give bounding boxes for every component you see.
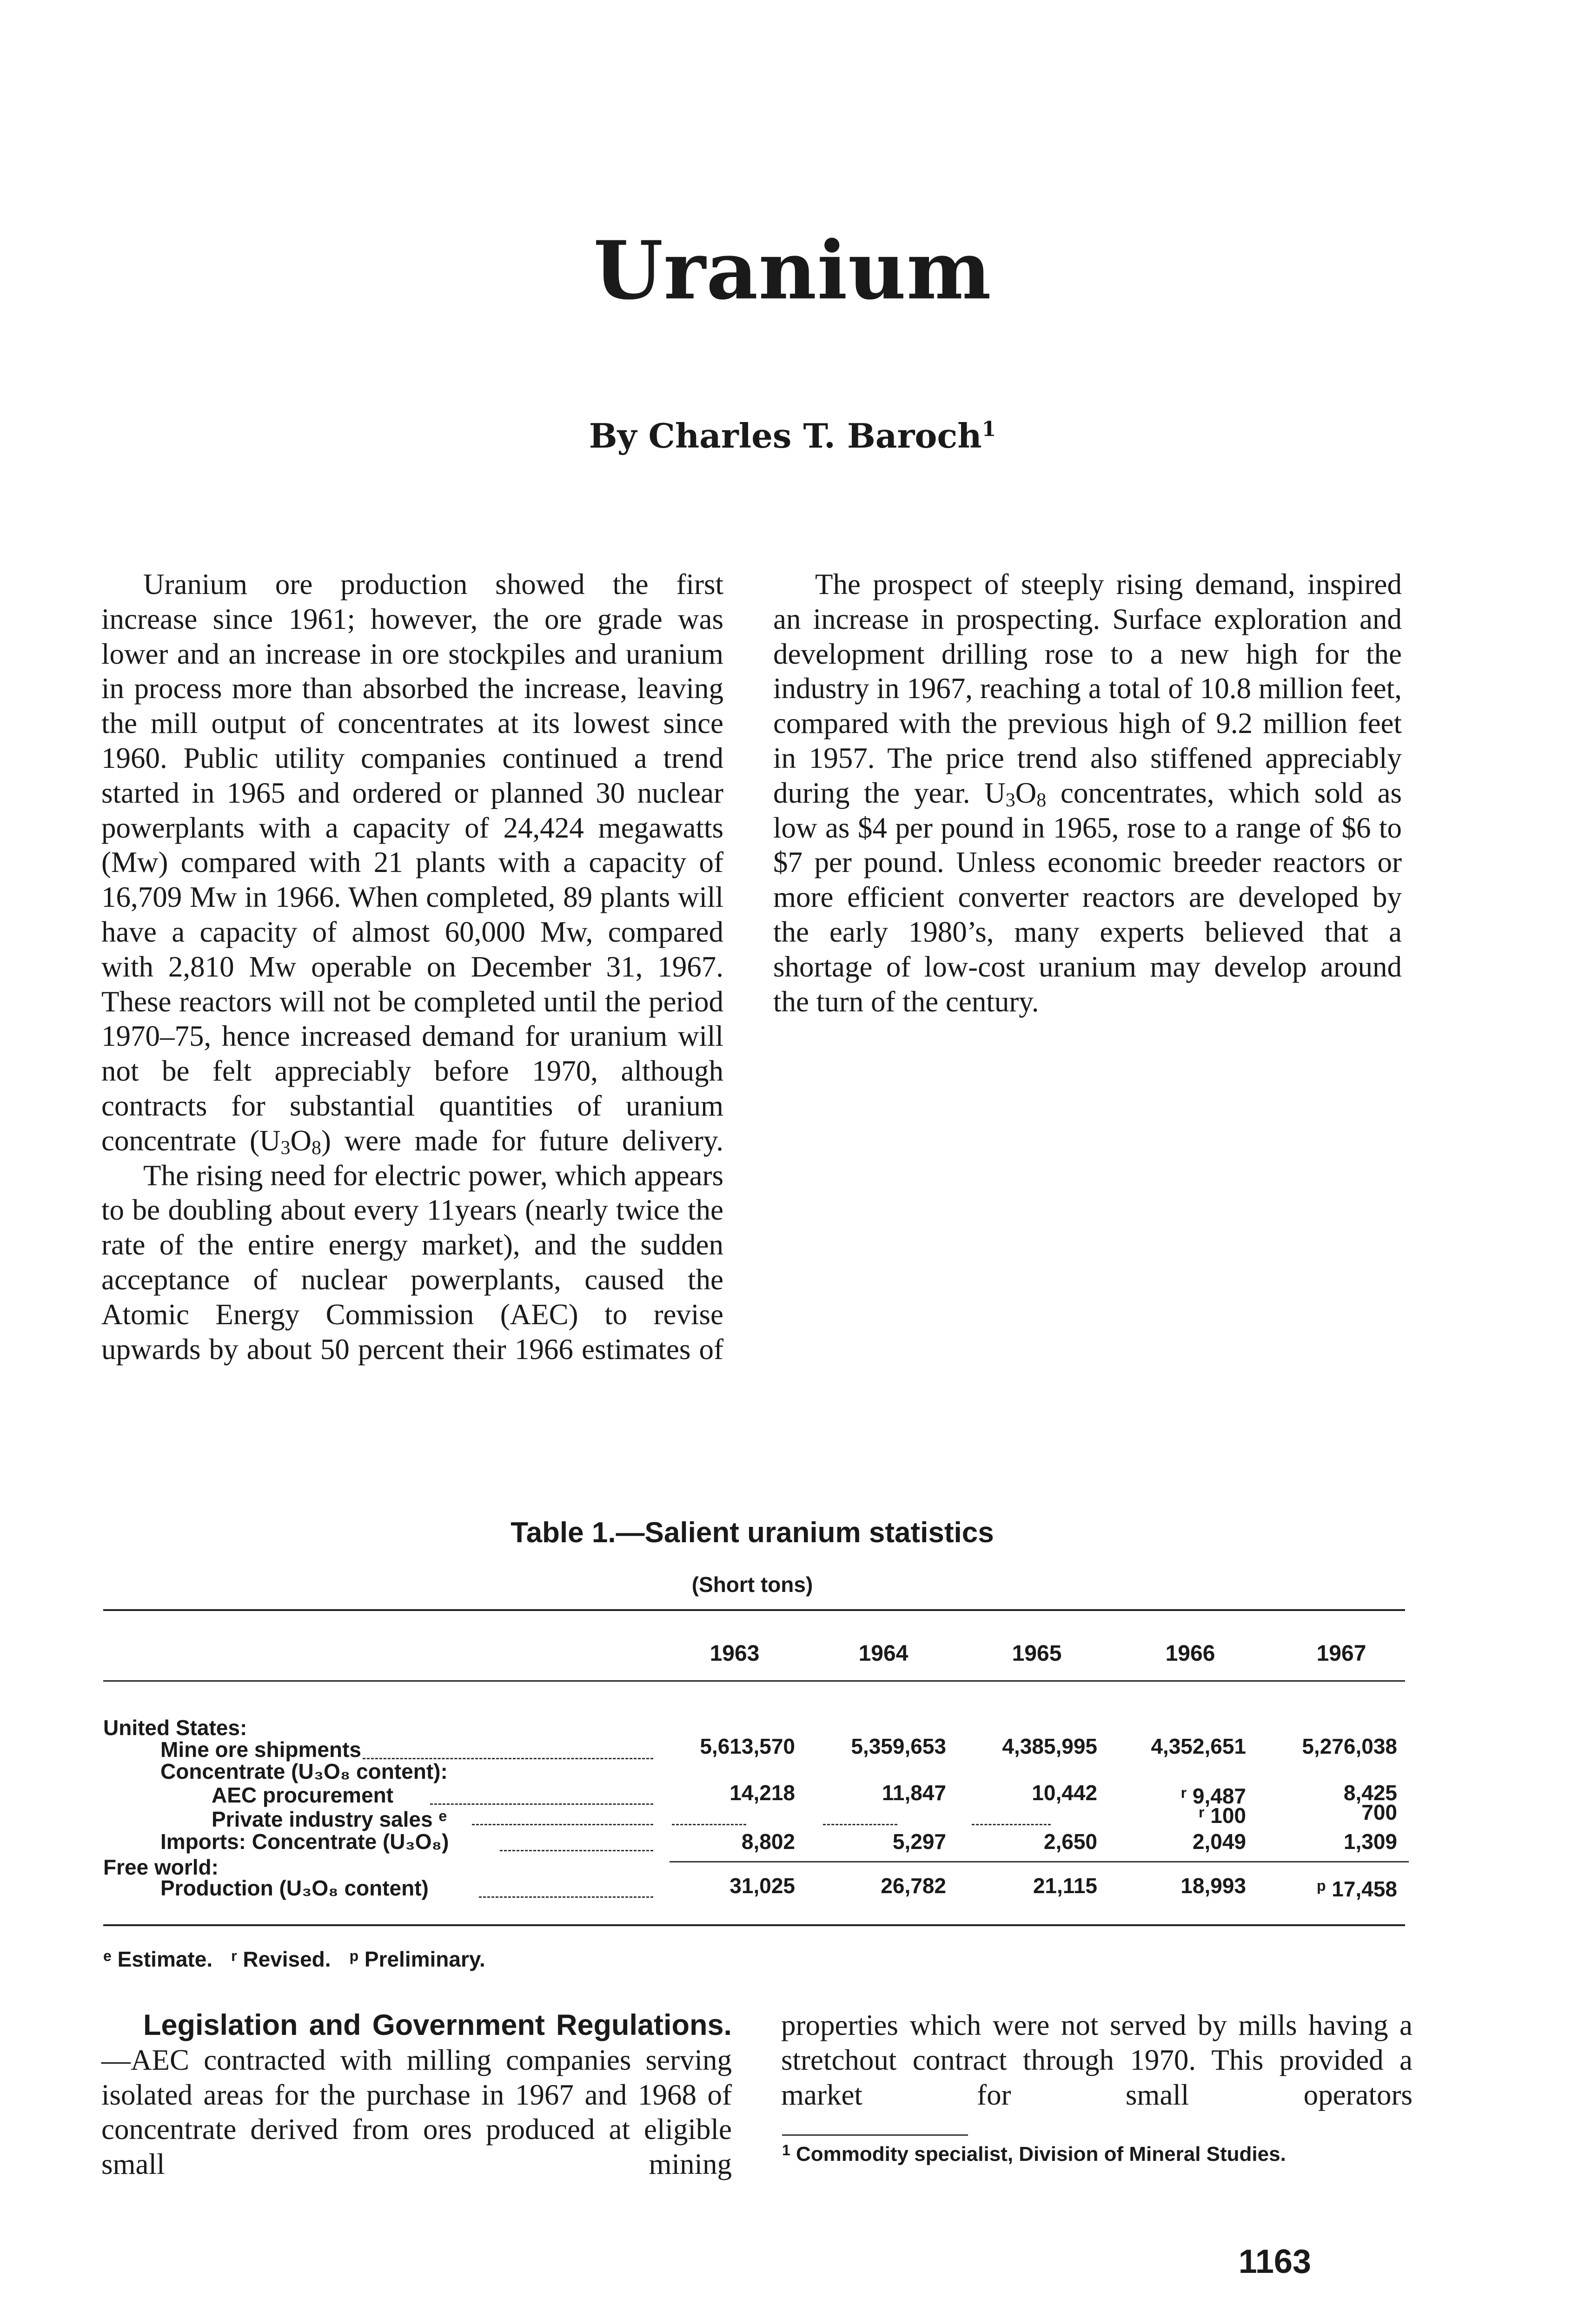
row-label-united-states: United States: bbox=[103, 1716, 247, 1740]
row-label-free-world: Free world: bbox=[103, 1855, 219, 1879]
cell-production-1963: 31,025 bbox=[729, 1874, 795, 1898]
leader-dots bbox=[472, 1824, 653, 1825]
cell-imports-1967: 1,309 bbox=[1343, 1829, 1397, 1854]
author-name: By Charles T. Baroch bbox=[589, 416, 982, 456]
cell-mine-1964: 5,359,653 bbox=[851, 1734, 946, 1758]
column-header-1966: 1966 bbox=[1165, 1641, 1215, 1666]
page-number: 1163 bbox=[1238, 2243, 1311, 2280]
cell-aec-1965: 10,442 bbox=[1032, 1781, 1097, 1805]
cell-private-1967: 700 bbox=[1361, 1800, 1397, 1824]
leader-dots bbox=[500, 1850, 653, 1851]
row-label-concentrate: Concentrate (U₃O₈ content): bbox=[160, 1759, 448, 1783]
cell-mine-1967: 5,276,038 bbox=[1302, 1734, 1397, 1758]
table-title: Table 1.—Salient uranium statistics bbox=[511, 1517, 994, 1549]
column-left-lower bbox=[101, 2008, 732, 2182]
byline bbox=[0, 416, 1585, 456]
cell-private-1964-dash bbox=[823, 1824, 897, 1825]
paragraph-legislation-continued: properties which were not served by mills having a stretchout contract through 1970. This provided a market for small operators bbox=[781, 2009, 1413, 2111]
cell-production-1966: 18,993 bbox=[1180, 1874, 1246, 1898]
page-title: Uranium bbox=[593, 223, 992, 317]
table-notes: $^e$ Estimate. $^r$ Revised. $^p$ Preliminary. bbox=[103, 1947, 485, 1971]
paragraph-intro-3: The prospect of steeply rising demand, inspired an increase in prospecting. Surface exploration and development drilling rose to a new high for the industry in 1967, reaching a total of 10.8 million feet, compared with the previous high of 9.2 million feet in 1957. The price trend also stiffened appreciably during the year. U3O8 concentrates, which sold as low as $4 per pound in 1965, rose to a range of $6 to $7 per pound. Unless economic breeder reactors or more efficient converter reactors are developed by the early 1980’s, many experts believed that a shortage of low-cost uranium may develop around the turn of the century. bbox=[773, 568, 1402, 1018]
cell-mine-1965: 4,385,995 bbox=[1002, 1734, 1097, 1758]
column-header-1964: 1964 bbox=[858, 1641, 909, 1666]
cell-private-1966: $^r$ 100 bbox=[1199, 1803, 1246, 1828]
footnote-mark: 1 bbox=[982, 417, 996, 441]
column-header-1963: 1963 bbox=[710, 1641, 760, 1666]
cell-aec-1966: $^r$ 9,487 bbox=[1180, 1784, 1246, 1808]
cell-imports-1963: 8,802 bbox=[741, 1829, 795, 1854]
cell-aec-1964: 11,847 bbox=[882, 1781, 946, 1805]
cell-imports-1966: 2,049 bbox=[1192, 1829, 1246, 1854]
footnote: $^1$ Commodity specialist, Division of Mineral Studies. bbox=[782, 2142, 1286, 2166]
leader-dots bbox=[479, 1896, 653, 1898]
row-label-imports: Imports: Concentrate (U₃O₈) bbox=[160, 1829, 449, 1854]
cell-production-1965: 21,115 bbox=[1033, 1874, 1097, 1898]
table-units: (Short tons) bbox=[691, 1572, 813, 1597]
table-top-rule bbox=[103, 1609, 1405, 1611]
cell-production-1967: $^p$ 17,458 bbox=[1316, 1877, 1397, 1901]
cell-aec-1967: 8,425 bbox=[1343, 1781, 1397, 1805]
row-label-private-industry-sales: Private industry sales $^e$ bbox=[212, 1807, 447, 1831]
column-right bbox=[773, 567, 1402, 1019]
paragraph-legislation: Legislation and Government Regulations. —AEC contracted with milling companies serving isolated areas for the purchase in 1967 and 1968 of concentrate derived from ores produced at eligible small mining bbox=[101, 2009, 732, 2181]
row-label-aec-procurement: AEC procurement bbox=[212, 1783, 394, 1807]
paragraph-intro-1: Uranium ore production showed the first increase since 1961; however, the ore grade was lower and an increase in ore stockpiles and uranium in process more than absorbed the increase, leaving the mill output of concentrates at its lowest since 1960. Public utility companies continued a trend started in 1965 and ordered or planned 30 nuclear powerplants with a capacity of 24,424 megawatts (Mw) compared with 21 plants with a capacity of 16,709 Mw in 1966. When completed, 89 plants will have a capacity of almost 60,000 Mw, compared with 2,810 Mw operable on December 31, 1967. These reactors will not be completed until the period 1970–75, hence increased demand for uranium will not be felt appreciably before 1970, although contracts for substantial quantities of uranium concentrate (U3O8) were made for future delivery. bbox=[101, 568, 723, 1159]
table-bottom-rule bbox=[103, 1924, 1405, 1926]
cell-private-1965-dash bbox=[972, 1824, 1051, 1825]
column-header-1965: 1965 bbox=[1012, 1641, 1062, 1666]
cell-private-1963-dash bbox=[672, 1824, 746, 1825]
column-left bbox=[101, 567, 723, 1367]
total-rule bbox=[670, 1861, 1409, 1862]
cell-mine-1963: 5,613,570 bbox=[700, 1734, 795, 1758]
cell-mine-1966: 4,352,651 bbox=[1151, 1734, 1246, 1758]
cell-imports-1965: 2,650 bbox=[1043, 1829, 1097, 1854]
cell-aec-1963: 14,218 bbox=[729, 1781, 795, 1805]
cell-production-1964: 26,782 bbox=[881, 1874, 946, 1898]
row-label-production: Production (U₃O₈ content) bbox=[160, 1876, 429, 1900]
table-header-rule bbox=[103, 1680, 1405, 1682]
footnote-rule bbox=[782, 2134, 968, 2136]
cell-imports-1964: 5,297 bbox=[892, 1829, 946, 1854]
column-right-lower bbox=[781, 2008, 1413, 2112]
row-label-mine-ore-shipments: Mine ore shipments bbox=[160, 1737, 361, 1762]
section-heading: Legislation and Government Regulations. bbox=[143, 2009, 732, 2041]
paragraph-intro-2: The rising need for electric power, which appears to be doubling about every 11years (nearly twice the rate of the entire energy market), and the sudden acceptance of nuclear powerplants, caused the Atomic Energy Commission (AEC) to revise upwards by about 50 percent their 1966 estimates of bbox=[101, 1159, 723, 1366]
column-header-1967: 1967 bbox=[1316, 1641, 1366, 1666]
